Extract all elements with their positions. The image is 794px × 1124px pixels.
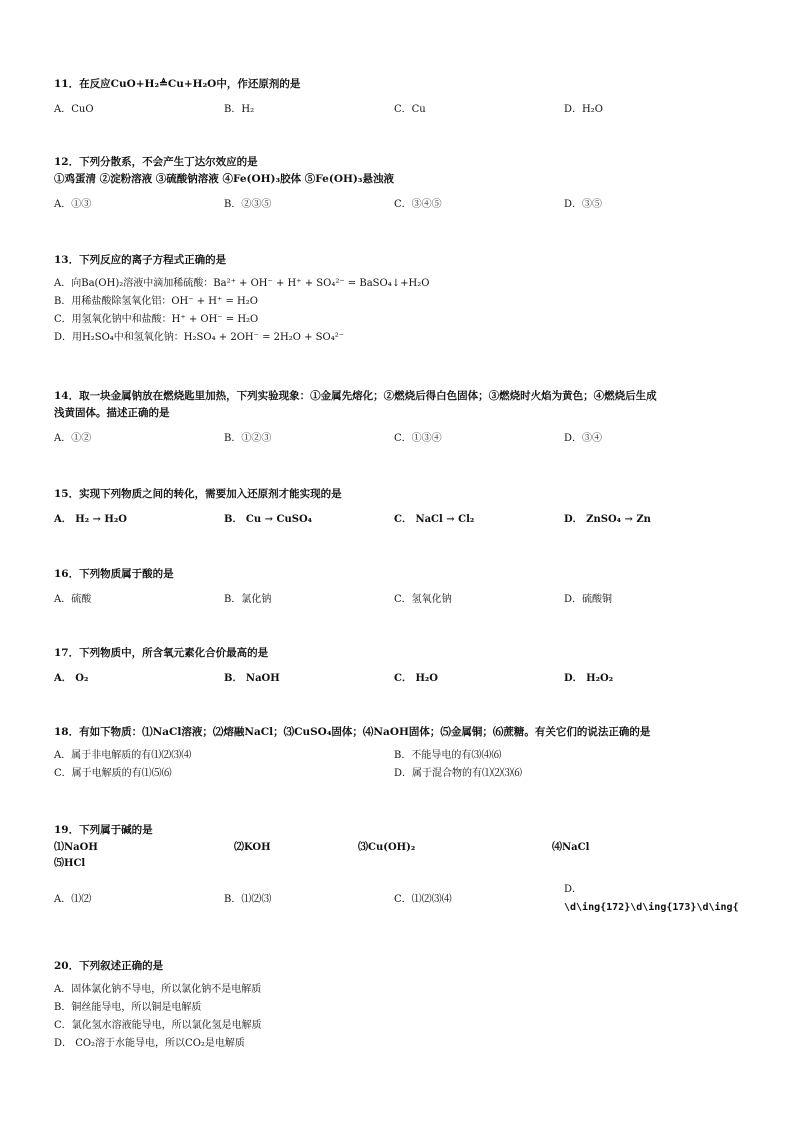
option-c[interactable]: C． NaCl → Cl₂ bbox=[394, 514, 475, 525]
question-stem-line-2: 浅黄固体。描述正确的是 bbox=[54, 407, 170, 419]
option-d[interactable]: D．H₂O bbox=[564, 104, 603, 115]
option-a[interactable]: A．硫酸 bbox=[54, 594, 92, 605]
question-stem-line-1: 14．取一块金属钠放在燃烧匙里加热，下列实验现象：①金属先熔化；②燃烧后得白色固体；③燃烧时火焰为黄色；④燃烧后生成 bbox=[54, 390, 657, 402]
option-c[interactable]: C．用氢氧化钠中和盐酸：H⁺ + OH⁻ = H₂O bbox=[54, 314, 259, 325]
substance-list bbox=[54, 839, 754, 875]
option-b[interactable]: B． NaOH bbox=[224, 673, 280, 684]
option-b[interactable]: B．⑴⑵⑶ bbox=[224, 894, 272, 905]
option-c[interactable]: C．Cu bbox=[394, 104, 426, 115]
question-19 bbox=[54, 822, 754, 921]
options-row bbox=[54, 511, 754, 529]
question-15 bbox=[54, 486, 754, 529]
option-a[interactable]: A． H₂ → H₂O bbox=[54, 514, 127, 525]
option-d[interactable]: D． H₂O₂ bbox=[564, 673, 614, 684]
question-11 bbox=[54, 76, 754, 119]
options-row bbox=[54, 670, 754, 688]
option-b[interactable]: B．氯化钠 bbox=[224, 594, 272, 605]
option-b[interactable]: B．H₂ bbox=[224, 104, 255, 115]
option-c[interactable]: C．⑴⑵⑶⑷ bbox=[394, 894, 452, 905]
question-stem: 20．下列叙述正确的是 bbox=[54, 960, 164, 972]
options-list bbox=[54, 275, 754, 347]
question-stem: 11．在反应CuO+H₂≜Cu+H₂O中，作还原剂的是 bbox=[54, 78, 301, 90]
option-d[interactable]: D．属于混合物的有⑴⑵⑶⑹ bbox=[394, 768, 523, 779]
question-13 bbox=[54, 252, 754, 347]
option-a[interactable]: A．⑴⑵ bbox=[54, 894, 92, 905]
option-a[interactable]: A．①③ bbox=[54, 199, 92, 210]
option-a[interactable]: A．CuO bbox=[54, 104, 94, 115]
options-row bbox=[54, 430, 754, 448]
option-b[interactable]: B． Cu → CuSO₄ bbox=[224, 514, 313, 525]
substance-item: ⑴NaOH bbox=[54, 842, 98, 853]
question-stem: 13．下列反应的离子方程式正确的是 bbox=[54, 254, 227, 266]
option-c[interactable]: C． H₂O bbox=[394, 673, 438, 684]
options-row bbox=[54, 591, 754, 609]
option-a[interactable]: A．属于非电解质的有⑴⑵⑶⑷ bbox=[54, 750, 192, 761]
options-row bbox=[54, 881, 754, 921]
substance-item: ⑸HCl bbox=[54, 858, 86, 869]
option-d[interactable]: D．硫酸铜 bbox=[564, 594, 613, 605]
question-stem: 12．下列分散系，不会产生丁达尔效应的是 bbox=[54, 156, 258, 168]
option-b[interactable]: B．用稀盐酸除氢氧化铝：OH⁻ + H⁺ = H₂O bbox=[54, 296, 258, 307]
substance-item: ⑵KOH bbox=[234, 842, 271, 853]
option-d[interactable]: D． bbox=[564, 884, 583, 895]
question-18 bbox=[54, 724, 754, 783]
option-a[interactable]: A．固体氯化钠不导电，所以氯化钠不是电解质 bbox=[54, 984, 262, 995]
options-list bbox=[54, 981, 754, 1053]
option-a[interactable]: A． O₂ bbox=[54, 673, 89, 684]
question-16 bbox=[54, 566, 754, 609]
option-a[interactable]: A．向Ba(OH)₂溶液中滴加稀硫酸：Ba²⁺ + OH⁻ + H⁺ + SO₄²⁻ = BaSO₄↓+H₂O bbox=[54, 278, 430, 289]
option-c[interactable]: C．属于电解质的有⑴⑸⑹ bbox=[54, 768, 172, 779]
question-12 bbox=[54, 154, 754, 214]
option-b[interactable]: B．铜丝能导电，所以铜是电解质 bbox=[54, 1002, 202, 1013]
option-b[interactable]: B．不能导电的有⑶⑷⑹ bbox=[394, 750, 502, 761]
question-stem: 17．下列物质中，所含氧元素化合价最高的是 bbox=[54, 647, 269, 659]
option-c[interactable]: C．氢氧化钠 bbox=[394, 594, 452, 605]
option-a[interactable]: A．①② bbox=[54, 433, 92, 444]
option-b[interactable]: B．①②③ bbox=[224, 433, 272, 444]
option-d[interactable]: D． ZnSO₄ → Zn bbox=[564, 514, 651, 525]
option-c[interactable]: C．③④⑤ bbox=[394, 199, 442, 210]
question-substances: ①鸡蛋清 ②淀粉溶液 ③硫酸钠溶液 ④Fe(OH)₃胶体 ⑤Fe(OH)₃悬浊液 bbox=[54, 173, 394, 185]
option-d[interactable]: D．③④ bbox=[564, 433, 603, 444]
substance-item: ⑷NaCl bbox=[552, 842, 590, 853]
substance-item: ⑶Cu(OH)₂ bbox=[358, 842, 416, 853]
option-d[interactable]: D． CO₂溶于水能导电，所以CO₂是电解质 bbox=[54, 1038, 245, 1049]
question-17 bbox=[54, 645, 754, 688]
question-stem: 16．下列物质属于酸的是 bbox=[54, 568, 174, 580]
options-grid bbox=[54, 747, 754, 783]
options-row bbox=[54, 196, 754, 214]
question-20 bbox=[54, 958, 754, 1053]
option-c[interactable]: C．氯化氢水溶液能导电，所以氯化氢是电解质 bbox=[54, 1020, 262, 1031]
option-b[interactable]: B．②③⑤ bbox=[224, 199, 272, 210]
option-d[interactable]: D．用H₂SO₄中和氢氧化钠：H₂SO₄ + 2OH⁻ = 2H₂O + SO₄²⁻ bbox=[54, 332, 344, 343]
option-d[interactable]: D．③⑤ bbox=[564, 199, 603, 210]
option-d-broken-text: \d\ing{172}\d\ing{173}\d\ing{ bbox=[564, 902, 739, 913]
question-stem: 19．下列属于碱的是 bbox=[54, 824, 153, 836]
question-stem: 15．实现下列物质之间的转化，需要加入还原剂才能实现的是 bbox=[54, 488, 342, 500]
option-c[interactable]: C．①③④ bbox=[394, 433, 442, 444]
options-row bbox=[54, 101, 754, 119]
question-14 bbox=[54, 388, 754, 448]
question-stem: 18．有如下物质：⑴NaCl溶液；⑵熔融NaCl；⑶CuSO₄固体；⑷NaOH固体；⑸金属铜；⑹蔗糖。有关它们的说法正确的是 bbox=[54, 726, 651, 738]
